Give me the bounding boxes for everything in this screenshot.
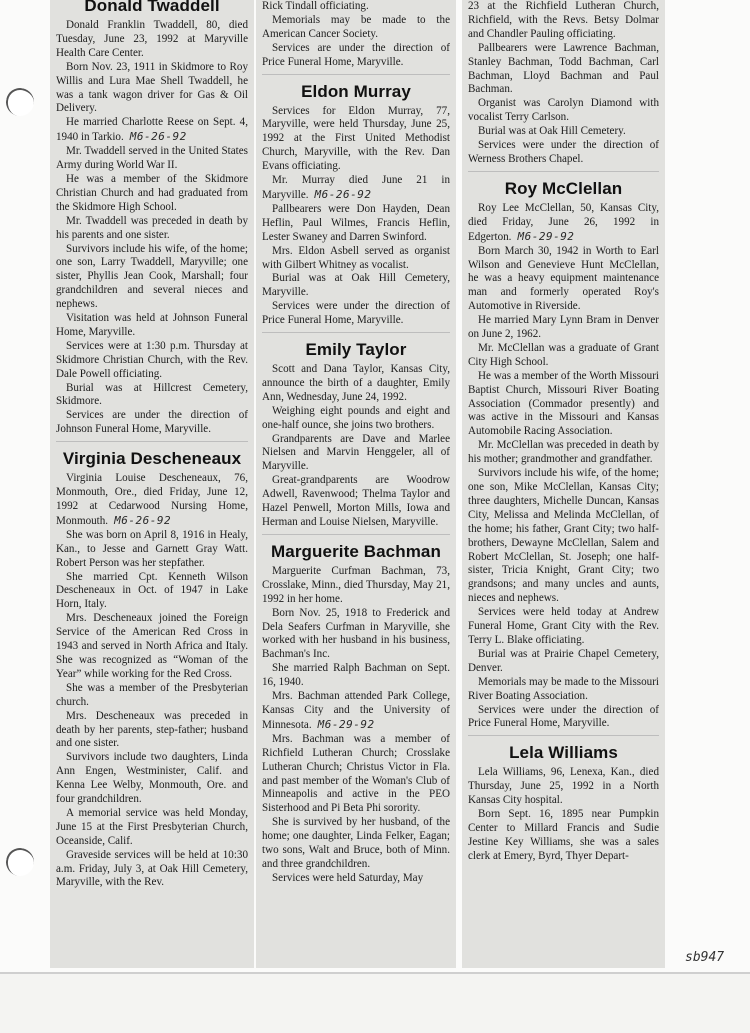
obituary-eldon-murray — [262, 74, 450, 329]
obituary-lela-williams — [468, 735, 659, 863]
paragraph-text: Services were under the direction of Price Funeral Home, Maryville. — [262, 300, 450, 327]
paragraph — [262, 203, 450, 245]
paragraph — [468, 202, 659, 245]
paragraph-text: Memorials may be made to the American Cancer Society. — [262, 13, 450, 40]
paragraph-text: Organist was Carolyn Diamond with vocalist Terry Carlson. — [468, 97, 659, 124]
paragraph — [262, 105, 450, 175]
paragraph — [56, 312, 248, 340]
paragraph-text: Visitation was held at Johnson Funeral Home, Maryville. — [56, 312, 248, 338]
paragraph-text: Pallbearers were Lawrence Bachman, Stanley Bachman, Todd Bachman, Carl Bachman, Lloyd Bachman and Paul Bachman. — [468, 41, 659, 96]
paragraph-text: Mrs. Descheneaux was preceded in death by her parents, step-father; husband and one sister. — [56, 709, 248, 750]
paragraph-text: Survivors include his wife, of the home; one son, Larry Twaddell, Maryville; one sister, Phyllis Jean Cook, Marshall; four grandchildren and several nieces and nephews. — [56, 242, 248, 311]
headline: Eldon Murray — [301, 81, 411, 101]
paragraph — [468, 139, 659, 167]
paragraph-text: Marguerite Curfman Bachman, 73, Crosslake, Minn., died Thursday, May 21, 1992 in her home. — [262, 564, 450, 605]
paragraph-text: She was born on April 8, 1916 in Healy, Kan., to Jesse and Garnett Gray Watt. Robert Person was her stepfather. — [56, 528, 248, 569]
paragraph — [262, 816, 450, 872]
paragraph — [468, 676, 659, 704]
paragraph — [262, 733, 450, 816]
paragraph — [468, 467, 659, 606]
paragraph — [468, 370, 659, 440]
paragraph-text: Great-grandparents are Woodrow Adwell, Ravenwood; Thelma Taylor and Hazel Penwell, Morton Mills, Iowa and Herman and Louise Nielsen, Maryville. — [262, 474, 450, 528]
paragraph — [262, 433, 450, 475]
paragraph — [56, 173, 248, 215]
paragraph — [262, 174, 450, 203]
paragraph-text: She married Ralph Bachman on Sept. 16, 1940. — [262, 662, 450, 689]
paragraph-text: Services were under the direction of Price Funeral Home, Maryville. — [468, 703, 659, 730]
paragraph-text: Mrs. Descheneaux joined the Foreign Service of the American Red Cross in 1943 and served in North Africa and Italy. She was recognized as “Woman of the Year” while working for the Red Cross. — [56, 612, 248, 680]
paragraph — [262, 607, 450, 663]
paragraph-text: Born Nov. 23, 1911 in Skidmore to Roy Willis and Lura Mae Shell Twaddell, he was a tank wagon driver for Gas & Oil Delivery. — [56, 60, 248, 115]
paragraph-text: He was a member of the Worth Missouri Baptist Church, Missouri River Boating Association (Commador presently) and was active in the Missouri and Kansas Automobile Racing Association. — [468, 369, 659, 438]
paragraph — [56, 61, 248, 117]
paragraph — [56, 807, 248, 849]
paragraph — [468, 97, 659, 125]
paragraph — [468, 125, 659, 139]
paragraph — [468, 342, 659, 370]
paragraph-text: Mr. McClellan was a graduate of Grant City High School. — [468, 341, 659, 368]
paragraph — [468, 704, 659, 732]
paragraph — [262, 300, 450, 328]
paragraph — [56, 382, 248, 410]
paragraph-text: Grandparents are Dave and Marlee Nielsen and Marvin Henggeler, all of Maryville. — [262, 432, 450, 473]
paragraph — [262, 245, 450, 273]
paragraph — [262, 14, 450, 42]
obituary-emily-taylor — [262, 332, 450, 530]
paragraph — [56, 612, 248, 682]
paragraph-text: A memorial service was held Monday, June 15 at the First Presbyterian Church, Oceanside, Calif. — [56, 806, 248, 847]
column-2 — [256, 0, 456, 968]
paragraph — [468, 314, 659, 342]
paragraph — [262, 565, 450, 607]
paragraph-text: She is survived by her husband, of the home; one daughter, Linda Felker, Eagan; two sons, Walt and Bruce, both of Minn. and three grandchildren. — [262, 816, 450, 870]
paragraph-text: She married Cpt. Kenneth Wilson Descheneaux in Oct. of 1947 in Lake Horn, Italy. — [56, 570, 248, 611]
paragraph-text: He married Charlotte Reese on Sept. 4, 1940 in Tarkio. — [56, 116, 248, 144]
paragraph-text: Pallbearers were Don Hayden, Dean Heflin, Paul Wilmes, Francis Heflin, Lester Swaney and Darren Swinford. — [262, 202, 450, 243]
paragraph — [468, 245, 659, 315]
paragraph-text: Burial was at Prairie Chapel Cemetery, Denver. — [468, 647, 659, 674]
paragraph — [56, 243, 248, 313]
paragraph-text: He married Mary Lynn Bram in Denver on June 2, 1962. — [468, 314, 659, 341]
paragraph — [468, 766, 659, 808]
obituary-continued — [262, 0, 450, 70]
paragraph — [468, 439, 659, 467]
handwritten-date-note: M6-26-92 — [114, 513, 172, 527]
paragraph-text: Services are under the direction of Price Funeral Home, Maryville. — [262, 41, 450, 68]
obituary-virginia-descheneaux — [56, 441, 248, 890]
paragraph — [468, 648, 659, 676]
paragraph — [56, 710, 248, 752]
headline: Roy McClellan — [504, 178, 623, 198]
paragraph — [262, 872, 450, 886]
paragraph — [262, 474, 450, 530]
paragraph-text: Mr. Twaddell served in the United States Army during World War II. — [56, 145, 248, 172]
paragraph — [56, 116, 248, 145]
paragraph-text: Graveside services will be held at 10:30 a.m. Friday, July 3, at Oak Hill Cemetery, Maryville, with the Rev. — [56, 848, 248, 889]
paragraph-text: Born March 30, 1942 in Worth to Earl Wilson and Genevieve Hunt McClellan, he was a heavy equipment maintenance man and formerly operated Roy's Automotive in Riverside. — [468, 244, 659, 313]
paragraph-text: Virginia Louise Descheneaux, 76, Monmouth, Ore., died Friday, June 12, 1992 at Cedarwood Nursing Home, Monmouth. — [56, 472, 248, 527]
column-1 — [50, 0, 254, 968]
paragraph-text: Mr. Murray died June 21 in Maryville. — [262, 174, 450, 201]
paragraph-text: Survivors include two daughters, Linda Ann Engen, Westminister, Calif. and Kenna Lee Welby, Monmouth, Ore. and four grandchildren. — [56, 751, 248, 806]
paragraph — [56, 215, 248, 243]
paragraph-text: Burial was at Oak Hill Cemetery. — [478, 125, 626, 138]
paragraph-text: Survivors include his wife, of the home; one son, Mike McClellan, Kansas City; three daughters, Michelle Duncan, Kansas City, Melissa and Melinda McClellan, of the home; his father, Grant City; two half-brothers, Dewayne McClellan, Salem and Robert McClellan, St. Joseph; one half-sister, Tricia Knight, Grant City; two grandsons; and many uncles and aunts, nieces and nephews. — [468, 467, 659, 605]
paragraph — [56, 849, 248, 891]
paragraph — [56, 529, 248, 571]
paragraph-text: Scott and Dana Taylor, Kansas City, announce the birth of a daughter, Emily Ann, Wednesday, June 24, 1992. — [262, 363, 450, 403]
paragraph — [56, 340, 248, 382]
paragraph — [468, 0, 659, 42]
paragraph — [262, 42, 450, 70]
paragraph — [56, 682, 248, 710]
paragraph — [468, 42, 659, 98]
handwritten-date-note: M6-26-92 — [314, 187, 372, 201]
paragraph-text: Services were at 1:30 p.m. Thursday at Skidmore Christian Church, with the Rev. Dale Powell officiating. — [56, 339, 248, 380]
headline: Lela Williams — [509, 743, 618, 763]
paragraph — [56, 409, 248, 437]
paragraph — [262, 662, 450, 690]
headline: Virginia Descheneaux — [62, 449, 242, 469]
obituary-donald-twaddell — [56, 0, 248, 437]
handwritten-date-note: M6-29-92 — [517, 229, 575, 243]
paragraph-text: Roy Lee McClellan, 50, Kansas City, died Friday, June 26, 1992 in Edgerton. — [468, 201, 659, 243]
paragraph-text: He was a member of the Skidmore Christian Church and had graduated from the Skidmore High School. — [56, 172, 248, 213]
paragraph — [262, 405, 450, 433]
paragraph-text: Burial was at Oak Hill Cemetery, Maryville. — [262, 272, 450, 299]
obituary-roy-mcclellan — [468, 171, 659, 731]
paragraph — [262, 690, 450, 733]
paragraph-text: Burial was at Hillcrest Cemetery, Skidmore. — [56, 381, 248, 408]
handwritten-date-note: M6-29-92 — [317, 717, 375, 731]
paragraph-text: Mrs. Bachman attended Park College, Kansas City and the University of Minnesota. — [262, 690, 450, 731]
paragraph — [468, 606, 659, 648]
paragraph-text: Donald Franklin Twaddell, 80, died Tuesday, June 23, 1992 at Maryville Health Care Center. — [56, 19, 248, 59]
paragraph — [56, 571, 248, 613]
paragraph-text: Mr. Twaddell was preceded in death by his parents and one sister. — [56, 214, 248, 241]
handwritten-date-note: M6-26-92 — [129, 130, 187, 144]
obituary-continued — [468, 0, 659, 167]
paragraph-text: Mrs. Eldon Asbell served as organist with Gilbert Whitney as vocalist. — [262, 244, 450, 271]
headline: Emily Taylor — [305, 340, 407, 360]
obituary-marguerite-bachman — [262, 534, 450, 886]
paragraph-text: Weighing eight pounds and eight and one-half ounce, she joins two brothers. — [262, 404, 450, 431]
paragraph-text: Memorials may be made to the Missouri River Boating Association. — [468, 675, 659, 702]
column-3 — [462, 0, 665, 968]
headline: Donald Twaddell — [84, 0, 220, 15]
paragraph-text: Mrs. Bachman was a member of Richfield Lutheran Church; Crosslake Lutheran Church; Christus Victor in Fla. and past member of the Woman's Club of Minneapolis and active in the PEO Sisterhood and Pi Beta Phi sorority. — [262, 732, 450, 815]
paragraph — [468, 808, 659, 864]
paragraph — [56, 19, 248, 61]
paragraph-text: Rick Tindall officiating. — [262, 0, 369, 12]
corner-note: sb947 — [685, 950, 725, 965]
paragraph — [56, 472, 248, 529]
paragraph-text: 23 at the Richfield Lutheran Church, Richfield, with the Revs. Betsy Dolmar and Chandler Pauling officiating. — [468, 0, 659, 40]
paragraph-text: Services are under the direction of Johnson Funeral Home, Maryville. — [56, 409, 248, 436]
headline: Marguerite Bachman — [271, 541, 441, 561]
paragraph — [262, 272, 450, 300]
paragraph-text: She was a member of the Presbyterian church. — [56, 681, 248, 708]
paragraph-text: Lela Williams, 96, Lenexa, Kan., died Thursday, June 25, 1992 in a North Kansas City hospital. — [468, 766, 659, 807]
paragraph-text: Services were under the direction of Werness Brothers Chapel. — [468, 139, 659, 165]
paragraph-text: Services for Eldon Murray, 77, Maryville, were held Thursday, June 25, 1992 at the First United Methodist Church, Maryville, with the Rev. Dan Evans officiating. — [262, 104, 450, 173]
paragraph-text: Born Sept. 16, 1895 near Pumpkin Center to Millard Francis and Sudie Jestine Key Williams, she was a sales clerk at Emery, Byrd, Thyer Depart- — [468, 808, 659, 862]
paragraph-text: Services were held Saturday, May — [272, 871, 424, 884]
paragraph — [262, 363, 450, 405]
paragraph — [56, 145, 248, 173]
paragraph — [56, 751, 248, 807]
paragraph-text: Mr. McClellan was preceded in death by his mother; grandmother and grandfather. — [468, 439, 659, 466]
paragraph-text: Services were held today at Andrew Funeral Home, Grant City with the Rev. Terry L. Blake officiating. — [468, 606, 659, 646]
paragraph-text: Born Nov. 25, 1918 to Frederick and Dela Seafers Curfman in Maryville, she worked with her husband in his business, Bachman's Inc. — [262, 606, 450, 661]
paragraph — [262, 0, 450, 14]
